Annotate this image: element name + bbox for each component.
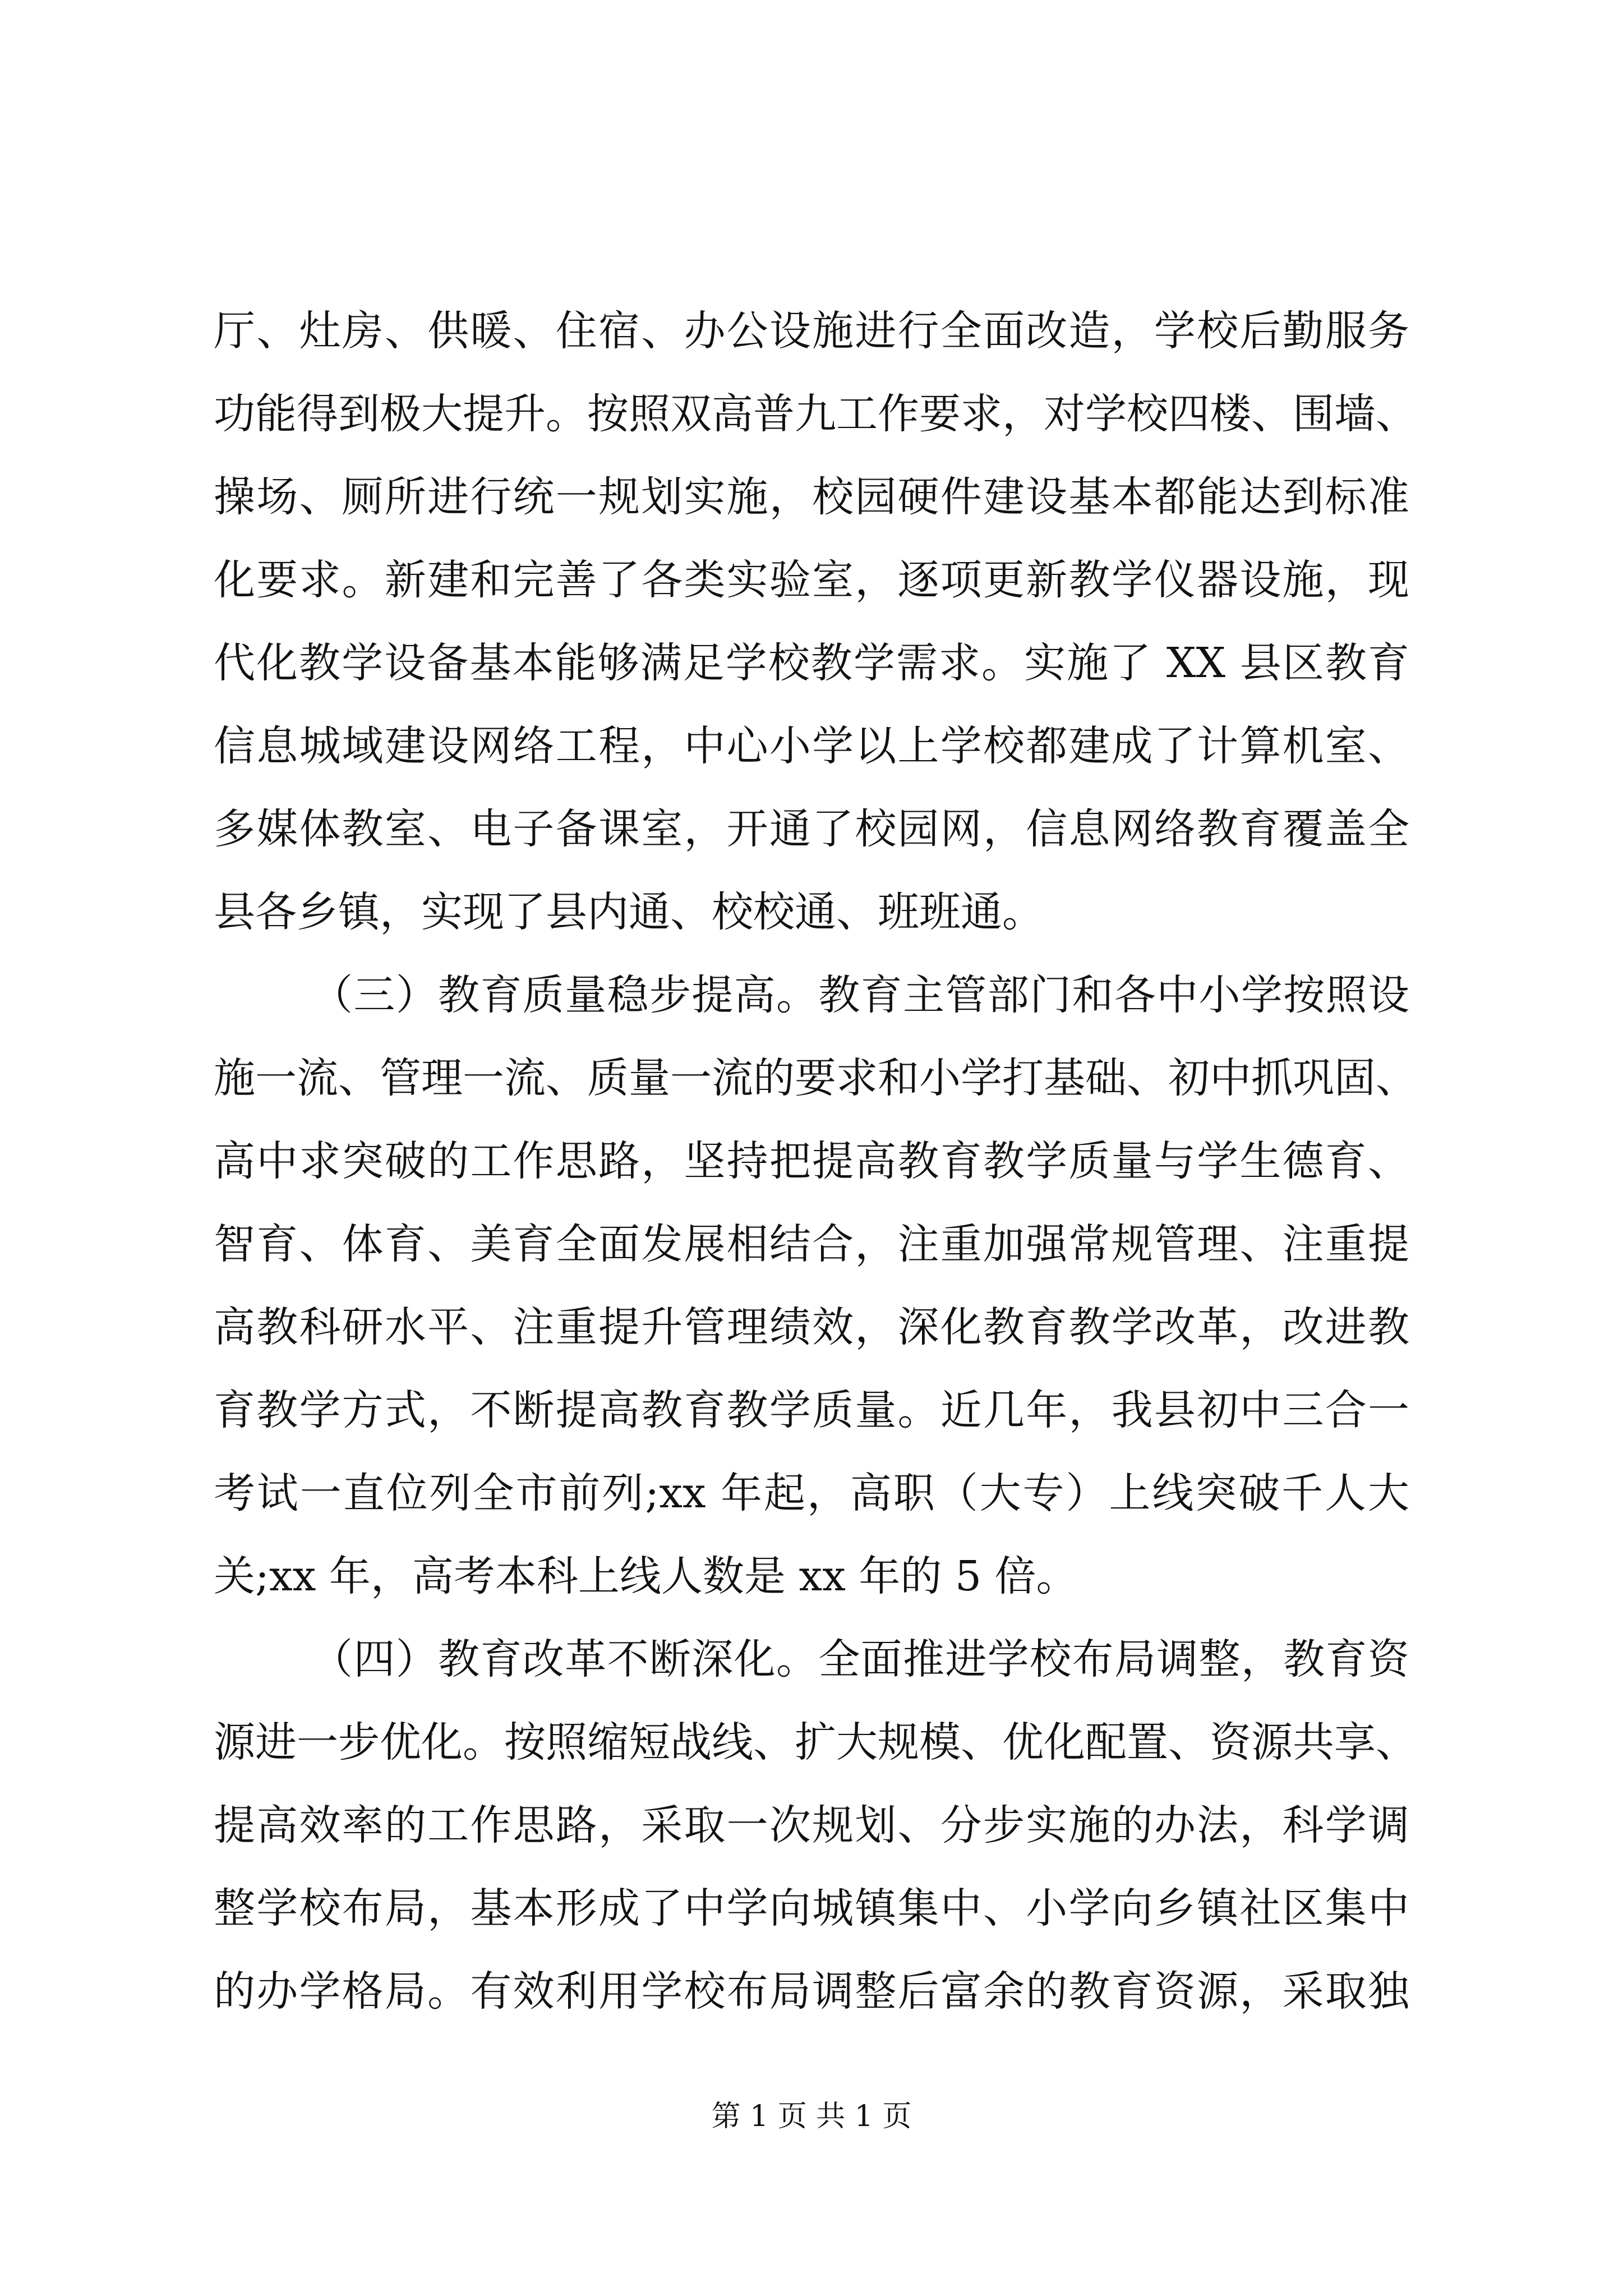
text-line: 信息城域建设网络工程，中心小学以上学校都建成了计算机室、 [214,722,1409,770]
text-line: （四）教育改革不断深化。全面推进学校布局调整，教育资 [311,1635,1409,1683]
text-line: 化要求。新建和完善了各类实验室，逐项更新教学仪器设施，现 [214,556,1409,604]
page-number-label: 第 1 页 共 1 页 [711,2100,912,2133]
text-line: 县各乡镇，实现了县内通、校校通、班班通。 [214,888,1044,936]
text-line: 提高效率的工作思路，采取一次规划、分步实施的办法，科学调 [214,1801,1409,1849]
text-line: 高中求突破的工作思路，坚持把提高教育教学质量与学生德育、 [214,1137,1409,1185]
text-line: 考试一直位列全市前列;xx 年起，高职（大专）上线突破千人大 [214,1469,1409,1517]
text-line: 育教学方式，不断提高教育教学质量。近几年，我县初中三合一 [214,1386,1409,1434]
text-line: 厅、灶房、供暖、住宿、办公设施进行全面改造，学校后勤服务 [214,307,1409,355]
text-line: 智育、体育、美育全面发展相结合，注重加强常规管理、注重提 [214,1220,1409,1268]
text-line: 功能得到极大提升。按照双高普九工作要求，对学校四楼、围墙、 [214,390,1417,438]
text-line: 高教科研水平、注重提升管理绩效，深化教育教学改革，改进教 [214,1303,1409,1351]
page-footer [0,2097,1623,2136]
text-line: （三）教育质量稳步提高。教育主管部门和各中小学按照设 [311,971,1409,1019]
text-line: 整学校布局，基本形成了中学向城镇集中、小学向乡镇社区集中 [214,1884,1409,1932]
text-line: 关;xx 年，高考本科上线人数是 xx 年的 5 倍。 [214,1552,1078,1600]
text-line: 的办学格局。有效利用学校布局调整后富余的教育资源，采取独 [214,1967,1409,2016]
text-line: 源进一步优化。按照缩短战线、扩大规模、优化配置、资源共享、 [214,1718,1417,1766]
text-line: 代化教学设备基本能够满足学校教学需求。实施了 XX 县区教育 [214,639,1409,687]
text-line: 操场、厕所进行统一规划实施，校园硬件建设基本都能达到标准 [214,473,1409,521]
text-line: 施一流、管理一流、质量一流的要求和小学打基础、初中抓巩固、 [214,1054,1417,1102]
text-line: 多媒体教室、电子备课室，开通了校园网，信息网络教育覆盖全 [214,805,1409,853]
